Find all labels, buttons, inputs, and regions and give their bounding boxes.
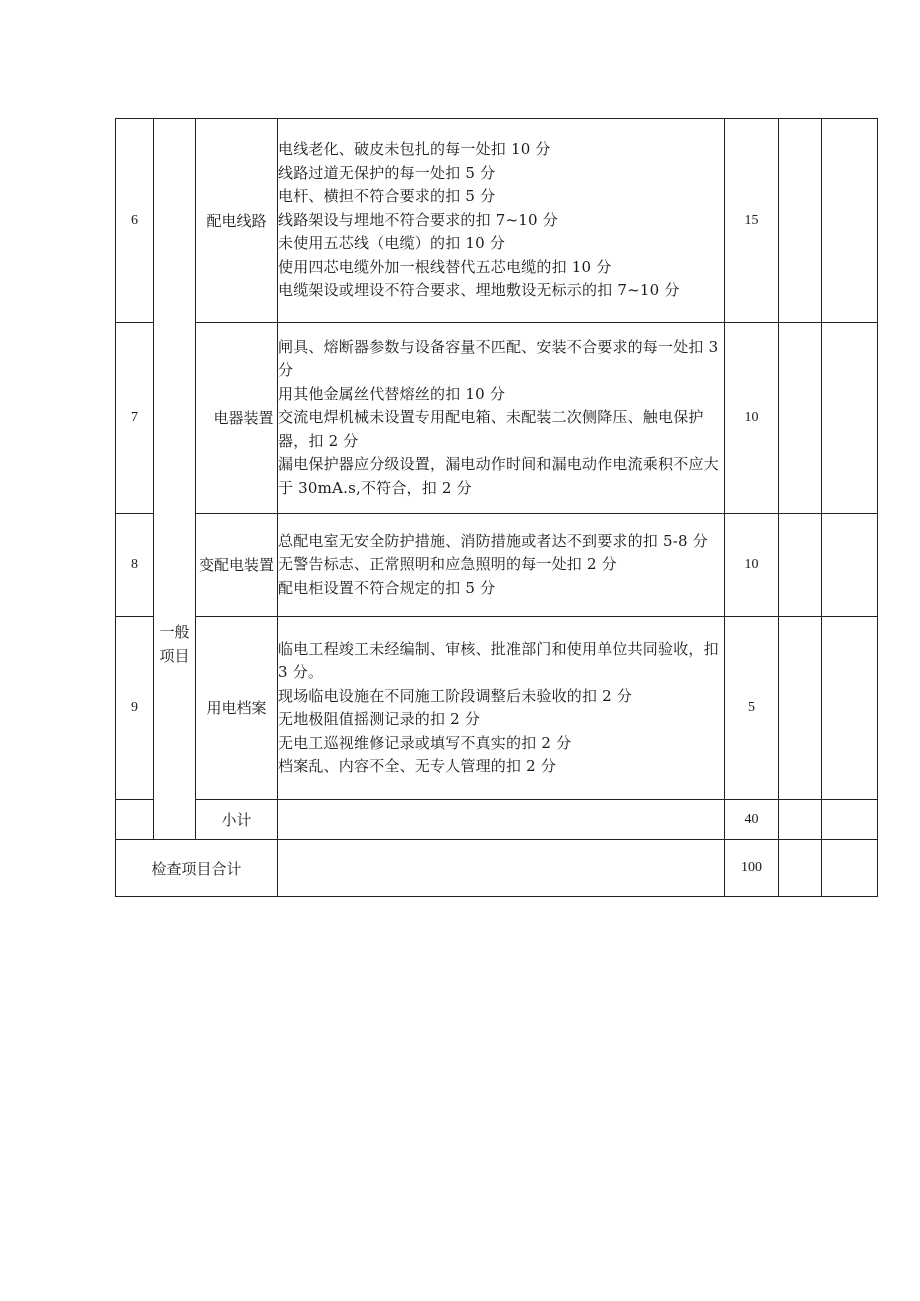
criteria-line: 无警告标志、正常照明和应急照明的每一处扣 2 分: [278, 555, 617, 574]
inspection-table: [115, 118, 878, 897]
subtotal-score: 40: [725, 800, 779, 840]
subtotal-row: [116, 800, 878, 840]
deduction-cell: [779, 840, 822, 897]
actual-score-cell: [822, 800, 878, 840]
deduction-cell: [779, 800, 822, 840]
item-name: 电器装置: [196, 323, 278, 514]
table-row: [116, 514, 878, 617]
criteria-line: 档案乱、内容不全、无专人管理的扣 2 分: [278, 757, 557, 775]
row-number: 8: [116, 514, 154, 617]
item-score: 15: [725, 119, 779, 323]
criteria-line: 未使用五芯线（电缆）的扣 10 分: [278, 234, 506, 253]
row-number-empty: [116, 800, 154, 840]
item-name: 用电档案: [196, 617, 278, 800]
row-number: 6: [116, 119, 154, 323]
deduction-criteria: [278, 323, 725, 514]
table-row: [116, 617, 878, 800]
criteria-line: 电线老化、破皮未包扎的每一处扣 10 分: [278, 140, 551, 159]
criteria-line: 配电柜设置不符合规定的扣 5 分: [278, 578, 496, 597]
category-label: 一般项目: [159, 623, 190, 665]
criteria-line: 交流电焊机械未设置专用配电箱、未配装二次侧降压、触电保护器，扣 2 分: [278, 408, 704, 450]
criteria-line: 漏电保护器应分级设置，漏电动作时间和漏电动作电流乘积不应大于 30mA.s,不符合，扣 2 分: [278, 455, 719, 497]
deduction-cell: [779, 617, 822, 800]
deduction-criteria: [278, 119, 725, 323]
subtotal-label: 小计: [196, 800, 278, 840]
total-row: [116, 840, 878, 897]
deduction-cell: [779, 323, 822, 514]
total-label: 检查项目合计: [116, 840, 278, 897]
criteria-line: 电杆、横担不符合要求的扣 5 分: [278, 187, 496, 206]
actual-score-cell: [822, 514, 878, 617]
subtotal-criteria-empty: [278, 800, 725, 840]
deduction-cell: [779, 119, 822, 323]
category-cell: [154, 119, 196, 840]
table-row: [116, 119, 878, 323]
actual-score-cell: [822, 119, 878, 323]
criteria-line: 使用四芯电缆外加一根线替代五芯电缆的扣 10 分: [278, 257, 612, 276]
actual-score-cell: [822, 840, 878, 897]
criteria-line: 用其他金属丝代替熔丝的扣 10 分: [278, 384, 506, 403]
total-score: 100: [725, 840, 779, 897]
criteria-line: 无地极阻值摇测记录的扣 2 分: [278, 710, 481, 728]
criteria-line: 现场临电设施在不同施工阶段调整后未验收的扣 2 分: [278, 686, 633, 705]
criteria-line: 临电工程竣工未经编制、审核、批准部门和使用单位共同验收，扣 3 分。: [278, 639, 719, 681]
item-score: 10: [725, 514, 779, 617]
item-score: 10: [725, 323, 779, 514]
row-number: 9: [116, 617, 154, 800]
criteria-line: 线路架设与埋地不符合要求的扣 7~10 分: [278, 210, 558, 229]
table-row: [116, 323, 878, 514]
actual-score-cell: [822, 323, 878, 514]
criteria-line: 闸具、熔断器参数与设备容量不匹配、安装不合要求的每一处扣 3 分: [278, 337, 719, 380]
criteria-line: 无电工巡视维修记录或填写不真实的扣 2 分: [278, 733, 572, 752]
criteria-line: 电缆架设或埋设不符合要求、埋地敷设无标示的扣 7~10 分: [278, 281, 680, 300]
deduction-criteria: [278, 514, 725, 617]
criteria-line: 总配电室无安全防护措施、消防措施或者达不到要求的扣 5-8 分: [278, 531, 708, 550]
item-name: 配电线路: [196, 119, 278, 323]
row-number: 7: [116, 323, 154, 514]
criteria-line: 线路过道无保护的每一处扣 5 分: [278, 163, 496, 182]
deduction-criteria: [278, 617, 725, 800]
actual-score-cell: [822, 617, 878, 800]
item-score: 5: [725, 617, 779, 800]
total-criteria-empty: [278, 840, 725, 897]
deduction-cell: [779, 514, 822, 617]
item-name: 变配电装置: [196, 514, 278, 617]
